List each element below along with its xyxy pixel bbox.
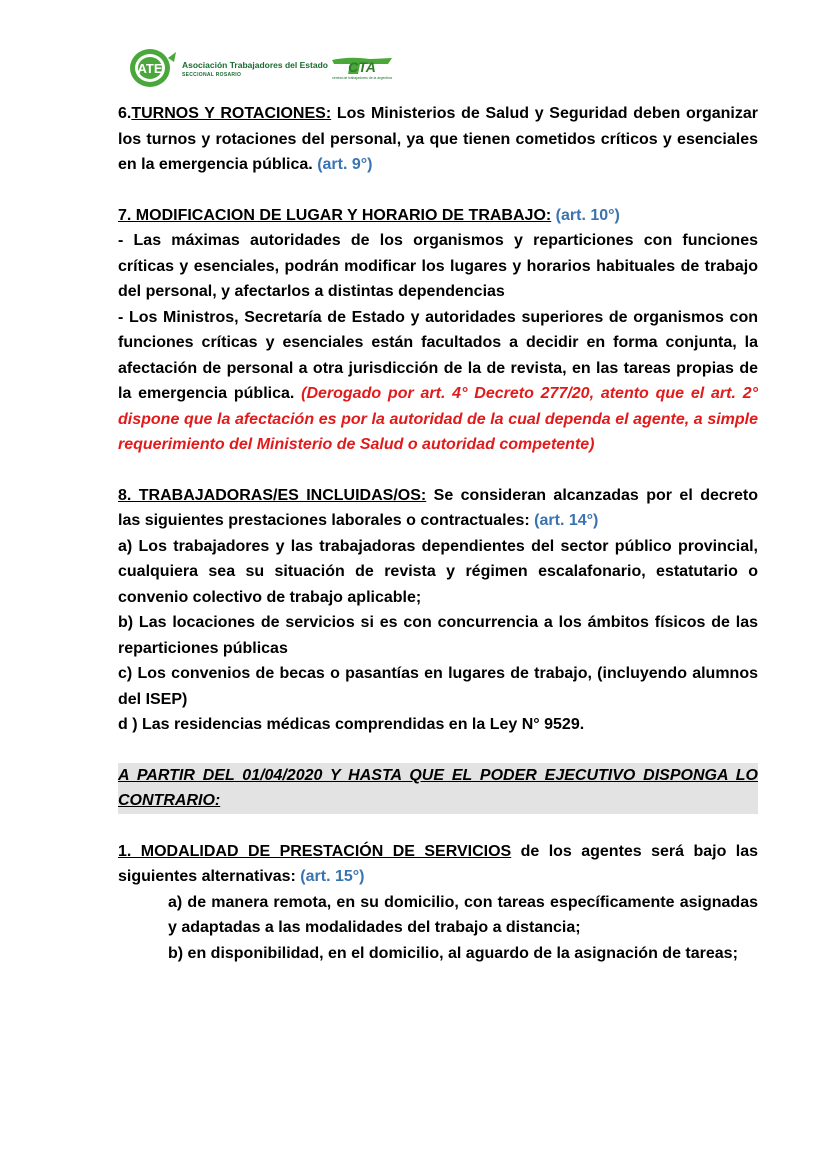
section-1-item-a: a) de manera remota, en su domicilio, con tareas específicamente asignadas y adaptadas a las modalidades del trabajo a distancia; bbox=[168, 893, 758, 936]
section-6-title: TURNOS Y ROTACIONES: bbox=[131, 105, 332, 122]
section-8-body: Se consideran alcanzadas por el decreto las siguientes prestaciones laborales o contractuales: bbox=[118, 486, 758, 529]
section-7-note: (Derogado por art. 4° Decreto 277/20, atento que el art. 2° dispone que la afectación es por la autoridad de la cual dependa el agente, a simple requerimiento del Ministerio de Salud o autoridad competente) bbox=[118, 385, 758, 453]
section-7-ref: (art. 10°) bbox=[555, 206, 620, 224]
section-1-body: de los agentes será bajo las siguientes alternativas: bbox=[118, 842, 759, 885]
period-banner bbox=[118, 763, 758, 814]
section-8-heading bbox=[118, 483, 758, 534]
banner-text: A PARTIR DEL 01/04/2020 Y HASTA QUE EL PODER EJECUTIVO DISPONGA LO CONTRARIO: bbox=[118, 766, 758, 809]
section-1-ref: (art. 15°) bbox=[300, 868, 365, 885]
section-8-item-b: b) Las locaciones de servicios si es con concurrencia a los ámbitos físicos de las reparticiones públicas bbox=[118, 614, 758, 657]
section-8-title: 8. TRABAJADORAS/ES INCLUIDAS/OS: bbox=[118, 486, 427, 504]
section-7-heading bbox=[118, 203, 758, 229]
section-7-p2-text: - Los Ministros, Secretaría de Estado y autoridades superiores de organismos con funciones críticas y esenciales están facultados a decidir en forma conjunta, la afectación de personal a otra jurisdicción de la de revista, en las tareas propias de la emergencia pública. bbox=[118, 308, 758, 402]
section-1-title: 1. MODALIDAD DE PRESTACIÓN DE SERVICIOS bbox=[118, 842, 512, 860]
section-1-item-b: b) en disponibilidad, en el domicilio, al aguardo de la asignación de tareas; bbox=[168, 944, 738, 962]
section-1-heading bbox=[118, 839, 758, 890]
section-6-ref: (art. 9°) bbox=[317, 156, 373, 173]
section-7-p1: - Las máximas autoridades de los organismos y reparticiones con funciones críticas y esenciales, podrán modificar los lugares y horarios habituales de trabajo del personal, y afectarlos a distintas dependencias bbox=[118, 232, 758, 300]
document-body bbox=[118, 101, 758, 966]
section-6-body: Los Ministerios de Salud y Seguridad deben organizar los turnos y rotaciones del personal, ya que tienen cometidos críticos y esenciales en la emergencia pública. bbox=[118, 105, 759, 173]
cta-logo-icon bbox=[330, 56, 394, 76]
section-8-item-c: c) Los convenios de becas o pasantías en lugares de trabajo, (incluyendo alumnos del ISEP) bbox=[118, 665, 758, 708]
section-6-number: 6. bbox=[118, 105, 132, 122]
section-6 bbox=[118, 101, 758, 178]
cta-sub: central de trabajadores de la argentina bbox=[332, 76, 392, 80]
section-7-p2 bbox=[118, 305, 758, 458]
section-8-ref: (art. 14°) bbox=[534, 512, 599, 529]
org-name: Asociación Trabajadores del Estado bbox=[182, 60, 328, 70]
letterhead bbox=[128, 46, 408, 92]
org-sub: SECCIONAL ROSARIO bbox=[182, 72, 242, 78]
section-8-item-a: a) Los trabajadores y las trabajadoras dependientes del sector público provincial, cualquiera sea su situación de revista y régimen escalafonario, estatutario o convenio colectivo de trabajo aplicable; bbox=[118, 537, 758, 606]
svg-text:ATE: ATE bbox=[137, 61, 163, 76]
ate-logo-icon bbox=[128, 46, 178, 90]
section-7-title: 7. MODIFICACION DE LUGAR Y HORARIO DE TRABAJO: bbox=[118, 206, 552, 224]
svg-text:CTA: CTA bbox=[348, 59, 376, 75]
section-8-item-d: d ) Las residencias médicas comprendidas en la Ley N° 9529. bbox=[118, 716, 585, 733]
